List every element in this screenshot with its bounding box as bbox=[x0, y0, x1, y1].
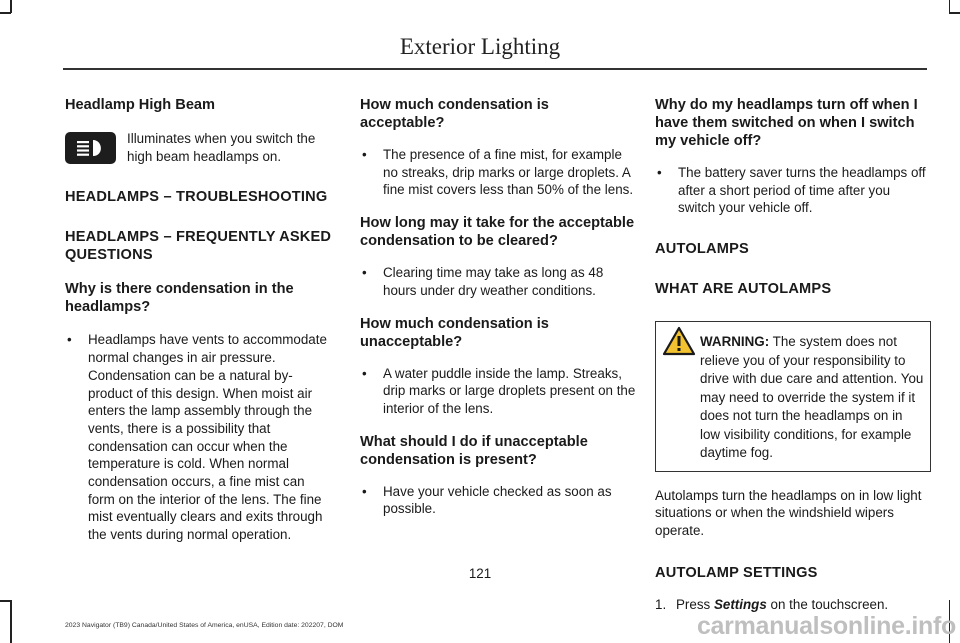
settings-emphasis: Settings bbox=[713, 596, 767, 612]
list-item bbox=[360, 365, 636, 418]
step-item bbox=[655, 596, 931, 614]
bullet-glyph: • bbox=[362, 147, 367, 162]
list-item bbox=[360, 264, 636, 299]
edition-footer: 2023 Navigator (TB9) Canada/United States of America, enUSA, Edition date: 202207, DOM bbox=[65, 622, 344, 629]
list-item bbox=[360, 483, 636, 518]
column-2 bbox=[360, 96, 636, 518]
step-number: 1. bbox=[655, 596, 667, 612]
question-clear-time: How long may it take for the acceptable condensation to be cleared? bbox=[360, 215, 635, 250]
question-acceptable: How much condensation is acceptable? bbox=[360, 97, 549, 131]
what-are-autolamps-heading: WHAT ARE AUTOLAMPS bbox=[655, 281, 832, 298]
warning-first-line bbox=[662, 330, 925, 463]
high-beam-description: Illuminates when you switch the high beam headlamps on. bbox=[127, 131, 316, 164]
question-what-to-do: What should I do if unacceptable condensation is present? bbox=[360, 433, 588, 468]
column-1 bbox=[65, 96, 335, 544]
bullet-glyph: • bbox=[362, 265, 367, 281]
crop-mark bbox=[0, 600, 11, 602]
faq-heading: HEADLAMPS – FREQUENTLY ASKED QUESTIONS bbox=[65, 229, 332, 264]
warning-text: The system does not relieve you of your responsibility to drive with due care and attention. You may need to override the system if it does not turn the headlamps on in low visibility conditions, for example daytime fog. bbox=[700, 334, 924, 461]
answer-text: Clearing time may take as long as 48 hours under dry weather conditions. bbox=[383, 265, 604, 298]
page-number: 121 bbox=[468, 566, 492, 581]
list-item bbox=[655, 164, 931, 217]
question-condensation: Why is there condensation in the headlamps? bbox=[65, 281, 294, 316]
answer-text: The presence of a fine mist, for example no streaks, drip marks or large droplets. A fine mist covers less than 50% of the lens. bbox=[383, 147, 634, 198]
question-headlamps-off: Why do my headlamps turn off when I have them switched on when I switch my vehicle off? bbox=[655, 97, 918, 149]
high-beam-heading: Headlamp High Beam bbox=[65, 97, 216, 113]
warning-box bbox=[655, 321, 931, 472]
warning-triangle-icon bbox=[662, 326, 696, 356]
answer-text: The battery saver turns the headlamps off after a short period of time after you switch your vehicle off. bbox=[678, 165, 926, 216]
answer-text: A water puddle inside the lamp. Streaks, drip marks or large droplets present on the interior of the lens. bbox=[383, 365, 636, 416]
answer-text: Headlamps have vents to accommodate normal changes in air pressure. Condensation can be a natural by-product of this design. When moist air enters the lamp assembly through the vents, there is a possibility that condensation can occur when the temperature is cold. When normal condensation occurs, a fine mist can form on the interior of the lens. The fine mist eventually clears and exits through the vents during normal operation. bbox=[88, 332, 327, 543]
column-3 bbox=[655, 96, 931, 613]
autolamps-heading: AUTOLAMPS bbox=[655, 241, 749, 258]
step-text-pre: Press bbox=[676, 596, 711, 612]
watermark: carmanualsonline.info bbox=[696, 612, 956, 640]
list-item bbox=[360, 146, 636, 199]
crop-mark bbox=[0, 12, 11, 14]
answer-text: Have your vehicle checked as soon as possible. bbox=[383, 483, 612, 517]
bullet-glyph: • bbox=[67, 332, 72, 348]
autolamp-settings-heading: AUTOLAMP SETTINGS bbox=[655, 564, 818, 581]
autolamps-description: Autolamps turn the headlamps on in low light situations or when the windshield wipers operate. bbox=[655, 487, 922, 539]
step-text-post: on the touchscreen. bbox=[770, 596, 889, 612]
warning-label: WARNING: bbox=[700, 334, 770, 350]
crop-mark bbox=[10, 600, 12, 643]
bullet-glyph: • bbox=[362, 483, 367, 499]
list-item bbox=[65, 331, 335, 543]
crop-mark bbox=[949, 12, 960, 14]
page-title: Exterior Lighting bbox=[399, 34, 561, 59]
high-beam-icon bbox=[65, 132, 116, 164]
high-beam-row bbox=[65, 130, 335, 165]
question-unacceptable: How much condensation is unacceptable? bbox=[360, 315, 549, 350]
bullet-glyph: • bbox=[362, 365, 367, 381]
title-rule bbox=[63, 68, 927, 70]
bullet-glyph: • bbox=[657, 165, 662, 180]
troubleshooting-heading: HEADLAMPS – TROUBLESHOOTING bbox=[65, 189, 328, 206]
